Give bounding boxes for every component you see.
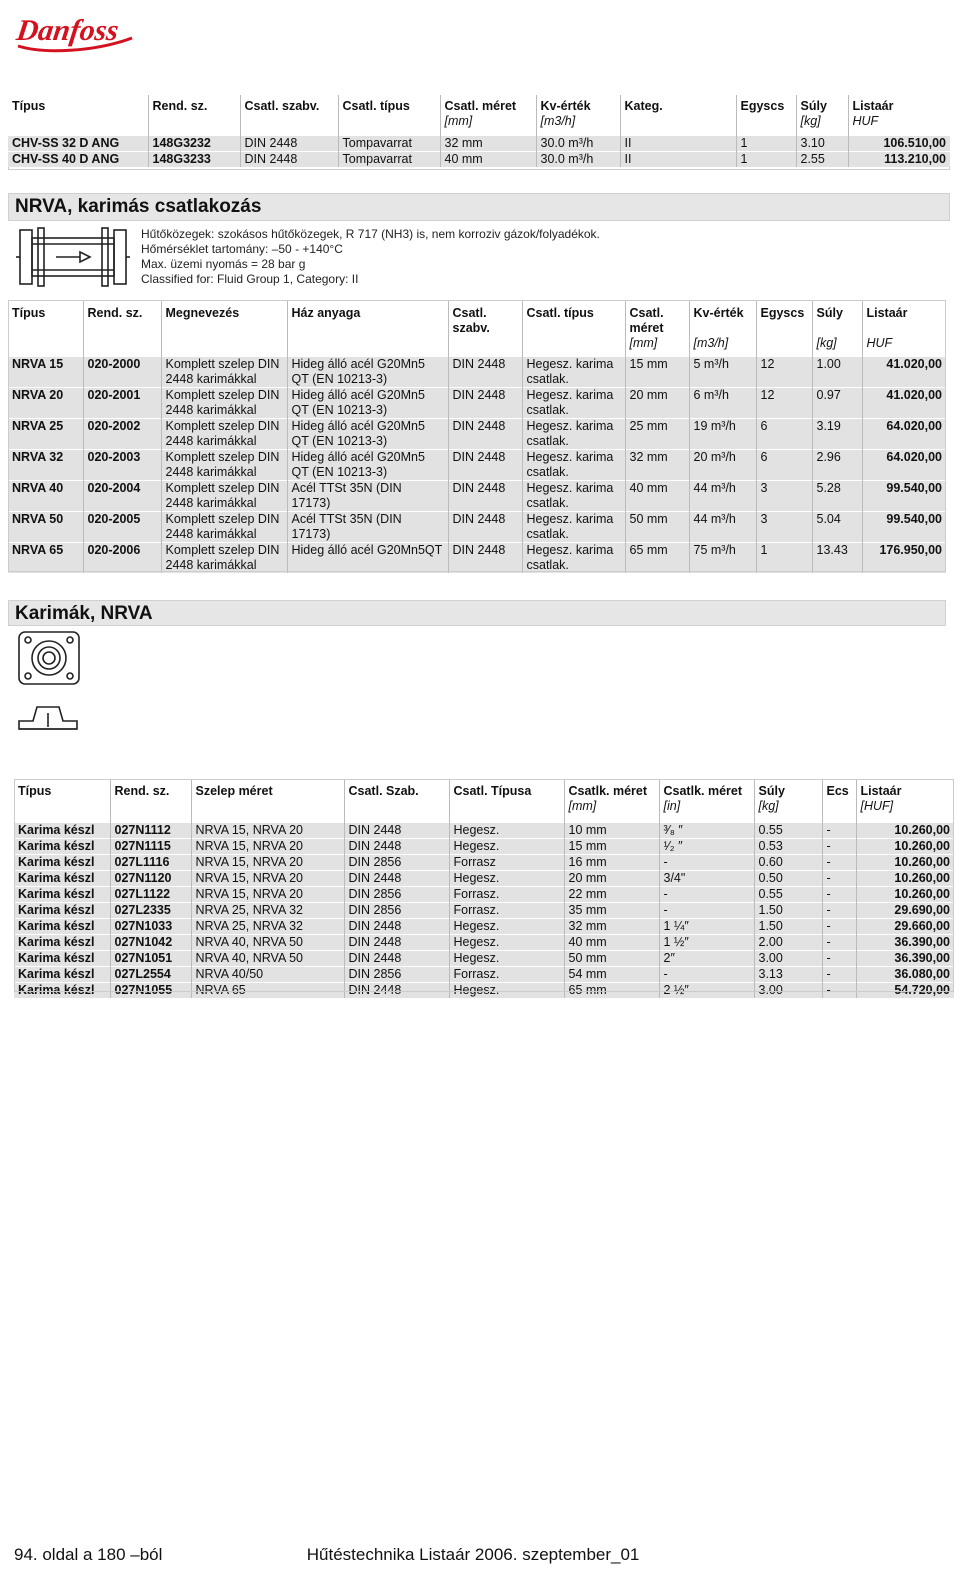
desc-line-refrigerants: Hűtőközegek: szokásos hűtőközegek, R 717 (NH3) is, nem korroziv gázok/folyadékok. — [141, 227, 600, 241]
table-cell: 6 — [756, 419, 812, 450]
table-cell: - — [822, 951, 856, 967]
table-cell: Komplett szelep DIN 2448 karimákkal — [161, 512, 287, 543]
table-cell: DIN 2448 — [344, 919, 449, 935]
table-cell: Karima készl — [14, 983, 110, 999]
table-cell: Hegesz. karima csatlak. — [522, 450, 625, 481]
table-cell: Karima készl — [14, 887, 110, 903]
table-cell: Forrasz. — [449, 903, 564, 919]
table-cell: 54 mm — [564, 967, 659, 983]
header-line: Csatl. méret — [444, 99, 517, 113]
table-cell: II — [620, 152, 736, 168]
table-cell: DIN 2448 — [344, 983, 449, 999]
table-cell: 5.04 — [812, 512, 862, 543]
table-cell: NRVA 65 — [191, 983, 344, 999]
table-cell: - — [822, 871, 856, 887]
table-cell: NRVA 32 — [8, 450, 83, 481]
header-line: Egyscs — [740, 99, 785, 113]
header-line: HUF — [866, 336, 893, 350]
table-cell: 12 — [756, 388, 812, 419]
table-cell: 36.390,00 — [856, 951, 954, 967]
table-cell: 027N1042 — [110, 935, 191, 951]
column-header — [440, 95, 536, 136]
header-line: Rend. sz. — [87, 306, 143, 320]
header-line: Típus — [12, 306, 46, 320]
table-cell: DIN 2448 — [448, 450, 522, 481]
table-cell: DIN 2448 — [344, 823, 449, 839]
table-cell: 41.020,00 — [862, 357, 946, 388]
table-cell: Komplett szelep DIN 2448 karimákkal — [161, 450, 287, 481]
table-cell: NRVA 65 — [8, 543, 83, 574]
table-cell: 3.19 — [812, 419, 862, 450]
table-cell: NRVA 25, NRVA 32 — [191, 919, 344, 935]
header-line: Csatl. típus — [342, 99, 410, 113]
table-cell: Forrasz — [449, 855, 564, 871]
table-cell: 1.50 — [754, 903, 822, 919]
section-title-nrva: NRVA, karimás csatlakozás — [8, 193, 950, 221]
header-line — [153, 114, 236, 129]
table-cell: DIN 2856 — [344, 855, 449, 871]
column-header — [536, 95, 620, 136]
table-cell: Komplett szelep DIN 2448 karimákkal — [161, 419, 287, 450]
header-line: [m3/h] — [693, 336, 729, 350]
table-cell: Hideg álló acél G20Mn5QT — [287, 543, 448, 574]
table-cell: Karima készl — [14, 839, 110, 855]
table-cell: 027N1051 — [110, 951, 191, 967]
table-cell: Acél TTSt 35N (DIN 17173) — [287, 512, 448, 543]
table-cell: Hegesz. — [449, 839, 564, 855]
header-line: Kv-érték — [540, 99, 591, 113]
table-cell: Hegesz. karima csatlak. — [522, 543, 625, 574]
table-cell: 12 — [756, 357, 812, 388]
table-cell: Karima készl — [14, 823, 110, 839]
table-cell: 1 — [736, 136, 796, 152]
header-line: Csatl. — [452, 306, 487, 320]
table-cell: 0.55 — [754, 823, 822, 839]
table-cell: NRVA 40/50 — [191, 967, 344, 983]
column-header — [240, 95, 338, 136]
table-cell: 027N1033 — [110, 919, 191, 935]
table-cell: Hegesz. — [449, 935, 564, 951]
table-cell: 36.080,00 — [856, 967, 954, 983]
table-cell: 020-2004 — [83, 481, 161, 512]
table-cell: 64.020,00 — [862, 450, 946, 481]
flange-front-icon — [17, 630, 81, 686]
table-cell: Hegesz. karima csatlak. — [522, 388, 625, 419]
header-line: Csatlk. méret — [568, 784, 648, 798]
header-line: [kg] — [816, 336, 837, 350]
table-row — [8, 152, 950, 168]
header-line: Súly — [816, 306, 843, 320]
table-cell: Komplett szelep DIN 2448 karimákkal — [161, 388, 287, 419]
table-cell: 1 ½″ — [659, 935, 754, 951]
column-header — [148, 95, 240, 136]
table-cell: 020-2001 — [83, 388, 161, 419]
table-cell: 1 — [756, 543, 812, 574]
table-cell: 148G3233 — [148, 152, 240, 168]
danfoss-logo — [14, 8, 136, 54]
table-cell: Hegesz. karima csatlak. — [522, 512, 625, 543]
table-cell: 32 mm — [440, 136, 536, 152]
column-header — [8, 95, 148, 136]
table-cell: NRVA 40, NRVA 50 — [191, 951, 344, 967]
header-line: Megnevezés — [165, 306, 240, 320]
table-cell: 6 m³/h — [689, 388, 756, 419]
table-cell: DIN 2448 — [344, 935, 449, 951]
header-line: Csatl. — [629, 306, 664, 320]
table-cell: DIN 2856 — [344, 967, 449, 983]
header-line: [kg] — [800, 114, 821, 128]
table3-frame — [14, 779, 954, 992]
header-line: [mm] — [444, 114, 473, 128]
table-cell: Tompavarrat — [338, 152, 440, 168]
table-cell: 113.210,00 — [848, 152, 950, 168]
table-cell: 40 mm — [564, 935, 659, 951]
header-line — [741, 114, 792, 129]
table-cell: - — [822, 903, 856, 919]
table-cell: 020-2006 — [83, 543, 161, 574]
column-header — [338, 95, 440, 136]
header-line: Kv-érték — [693, 306, 744, 320]
table-cell: DIN 2448 — [344, 951, 449, 967]
table-cell: 2 ½″ — [659, 983, 754, 999]
table-cell: - — [659, 967, 754, 983]
nrva-description — [141, 227, 841, 287]
table-cell: 10.260,00 — [856, 871, 954, 887]
table-cell: DIN 2448 — [448, 512, 522, 543]
table-cell: 5.28 — [812, 481, 862, 512]
section-title-karimak: Karimák, NRVA — [8, 600, 946, 626]
table-cell: 0.50 — [754, 871, 822, 887]
table-cell: 30.0 m³/h — [536, 136, 620, 152]
table-cell: 3.00 — [754, 951, 822, 967]
table-cell: 3.00 — [754, 983, 822, 999]
header-line: Súly — [758, 784, 785, 798]
table-cell: - — [659, 887, 754, 903]
table-cell: 32 mm — [625, 450, 689, 481]
table-cell: Hideg álló acél G20Mn5 QT (EN 10213-3) — [287, 450, 448, 481]
table-cell: Hegesz. — [449, 983, 564, 999]
table-chv — [8, 95, 950, 167]
table-cell: NRVA 15, NRVA 20 — [191, 823, 344, 839]
table-cell: - — [822, 983, 856, 999]
table-cell: 2.55 — [796, 152, 848, 168]
header-line: Listaár — [852, 99, 894, 113]
table-cell: 3 — [756, 512, 812, 543]
column-header — [736, 95, 796, 136]
table-cell: 40 mm — [440, 152, 536, 168]
table-cell: Karima készl — [14, 903, 110, 919]
table-cell: 29.690,00 — [856, 903, 954, 919]
table-cell: Hegesz. — [449, 919, 564, 935]
header-line: Listaár — [866, 306, 908, 320]
table-cell: 2″ — [659, 951, 754, 967]
flange-front-drawing — [17, 630, 81, 686]
table-cell: 1 — [736, 152, 796, 168]
table-cell: Hegesz. — [449, 951, 564, 967]
table-cell: 40 mm — [625, 481, 689, 512]
table-cell: 19 m³/h — [689, 419, 756, 450]
table-cell: NRVA 15, NRVA 20 — [191, 839, 344, 855]
header-line: Csatl. Szab. — [348, 784, 419, 798]
table-cell: NRVA 40, NRVA 50 — [191, 935, 344, 951]
table-cell: 0.55 — [754, 887, 822, 903]
table-cell: Hideg álló acél G20Mn5 QT (EN 10213-3) — [287, 357, 448, 388]
table-cell: 20 m³/h — [689, 450, 756, 481]
header-line: Ecs — [826, 784, 849, 798]
table-cell: 176.950,00 — [862, 543, 946, 574]
table-cell: 3/4" — [659, 871, 754, 887]
table-cell: Karima készl — [14, 967, 110, 983]
table-cell: Komplett szelep DIN 2448 karimákkal — [161, 543, 287, 574]
table-cell: 027N1120 — [110, 871, 191, 887]
header-line: Csatl. szabv. — [244, 99, 320, 113]
table-cell: 22 mm — [564, 887, 659, 903]
table-cell: DIN 2448 — [240, 136, 338, 152]
table-cell: 10.260,00 — [856, 839, 954, 855]
table-cell: 3.13 — [754, 967, 822, 983]
table-cell: DIN 2448 — [344, 871, 449, 887]
table-cell: NRVA 40 — [8, 481, 83, 512]
table-cell: - — [659, 903, 754, 919]
table-cell: Hegesz. — [449, 871, 564, 887]
table-cell: CHV-SS 32 D ANG — [8, 136, 148, 152]
header-line — [12, 114, 144, 129]
table-cell: 10.260,00 — [856, 887, 954, 903]
table-cell: 54.720,00 — [856, 983, 954, 999]
table-cell: 15 mm — [625, 357, 689, 388]
table-cell: 44 m³/h — [689, 481, 756, 512]
table-cell: - — [822, 967, 856, 983]
table-cell: 65 mm — [564, 983, 659, 999]
document-title: Hűtéstechnika Listaár 2006. szeptember_01 — [306, 1545, 640, 1564]
table-cell: 148G3232 — [148, 136, 240, 152]
table-cell: 25 mm — [625, 419, 689, 450]
table-cell: 027L2554 — [110, 967, 191, 983]
table-cell: 16 mm — [564, 855, 659, 871]
table-cell: DIN 2856 — [344, 903, 449, 919]
table-cell: 027L2335 — [110, 903, 191, 919]
desc-line-classification: Classified for: Fluid Group 1, Category: II — [141, 272, 359, 286]
table-cell: Karima készl — [14, 855, 110, 871]
header-line: Csatl. Típusa — [453, 784, 532, 798]
header-line: [in] — [663, 799, 681, 813]
table-cell: Karima készl — [14, 871, 110, 887]
table-cell: DIN 2448 — [240, 152, 338, 168]
table-cell: DIN 2448 — [448, 357, 522, 388]
table-cell: NRVA 20 — [8, 388, 83, 419]
table-cell: Karima készl — [14, 919, 110, 935]
page-number: 94. oldal a 180 –ból — [14, 1545, 163, 1564]
table-cell: 10.260,00 — [856, 855, 954, 871]
table-cell: 75 m³/h — [689, 543, 756, 574]
table-cell: 2.96 — [812, 450, 862, 481]
table-cell: 0.53 — [754, 839, 822, 855]
table-cell: DIN 2448 — [448, 388, 522, 419]
table-cell: DIN 2856 — [344, 887, 449, 903]
table-cell: 5 m³/h — [689, 357, 756, 388]
table-row — [8, 136, 950, 152]
danfoss-logo-icon — [14, 8, 136, 54]
table-cell: 020-2003 — [83, 450, 161, 481]
table-cell: 10 mm — [564, 823, 659, 839]
table-cell: 64.020,00 — [862, 419, 946, 450]
table-cell: 99.540,00 — [862, 512, 946, 543]
table-cell: 44 m³/h — [689, 512, 756, 543]
table-cell: Hegesz. karima csatlak. — [522, 481, 625, 512]
table-cell: - — [822, 839, 856, 855]
table-cell: DIN 2448 — [344, 839, 449, 855]
header-line: Típus — [12, 99, 46, 113]
header-line: Rend. sz. — [114, 784, 170, 798]
table-cell: - — [822, 855, 856, 871]
table-cell: Hegesz. — [449, 823, 564, 839]
table-cell: Komplett szelep DIN 2448 karimákkal — [161, 481, 287, 512]
header-line: [kg] — [758, 799, 779, 813]
table-cell: 1.50 — [754, 919, 822, 935]
table-cell: Tompavarrat — [338, 136, 440, 152]
table-cell: 027N1115 — [110, 839, 191, 855]
table-cell: 99.540,00 — [862, 481, 946, 512]
header-line: méret — [629, 321, 664, 335]
nrva-valve-drawing — [16, 226, 130, 288]
table-cell: 35 mm — [564, 903, 659, 919]
header-line: Csatl. típus — [526, 306, 594, 320]
header-line: Egyscs — [760, 306, 805, 320]
header-line — [343, 114, 436, 129]
header-line: Ház anyaga — [291, 306, 361, 320]
table-cell: 020-2005 — [83, 512, 161, 543]
header-line — [245, 114, 334, 129]
table-cell: Acél TTSt 35N (DIN 17173) — [287, 481, 448, 512]
table-cell: NRVA 50 — [8, 512, 83, 543]
table-cell: 0.60 — [754, 855, 822, 871]
header-line: Súly — [800, 99, 827, 113]
header-line: [mm] — [629, 336, 658, 350]
page-footer — [14, 1545, 639, 1565]
table-cell: 13.43 — [812, 543, 862, 574]
table-cell: ¹⁄₂ ″ — [659, 839, 754, 855]
table-cell: NRVA 15, NRVA 20 — [191, 887, 344, 903]
table-cell: 027L1116 — [110, 855, 191, 871]
table-cell: Karima készl — [14, 935, 110, 951]
table-cell: 027N1055 — [110, 983, 191, 999]
table-cell: 2.00 — [754, 935, 822, 951]
svg-text:Danfoss: Danfoss — [14, 13, 121, 47]
table-cell: 29.660,00 — [856, 919, 954, 935]
table-cell: NRVA 15, NRVA 20 — [191, 871, 344, 887]
table-cell: - — [822, 919, 856, 935]
table-cell: - — [659, 855, 754, 871]
table-cell: 20 mm — [625, 388, 689, 419]
table-cell: 027N1112 — [110, 823, 191, 839]
header-line: [m3/h] — [540, 114, 576, 128]
table-cell: CHV-SS 40 D ANG — [8, 152, 148, 168]
header-line: [HUF] — [860, 799, 894, 813]
table-cell: 15 mm — [564, 839, 659, 855]
table-cell: 50 mm — [564, 951, 659, 967]
header-line: Listaár — [860, 784, 902, 798]
table-cell: ³⁄₈ ″ — [659, 823, 754, 839]
desc-line-pressure: Max. üzemi nyomás = 28 bar g — [141, 257, 306, 271]
flange-side-drawing — [15, 703, 81, 731]
header-line: HUF — [852, 114, 879, 128]
table-cell: 32 mm — [564, 919, 659, 935]
flange-side-icon — [15, 703, 81, 731]
check-valve-icon — [16, 226, 130, 288]
header-line: [mm] — [568, 799, 597, 813]
table-cell: 1 ¼″ — [659, 919, 754, 935]
column-header — [848, 95, 950, 136]
header-line — [625, 114, 732, 129]
table-cell: Komplett szelep DIN 2448 karimákkal — [161, 357, 287, 388]
table-cell: - — [822, 887, 856, 903]
table-cell: 6 — [756, 450, 812, 481]
table-cell: DIN 2448 — [448, 419, 522, 450]
table-cell: NRVA 15, NRVA 20 — [191, 855, 344, 871]
header-line: Szelep méret — [195, 784, 273, 798]
column-header — [620, 95, 736, 136]
table-cell: - — [822, 823, 856, 839]
desc-line-temperature: Hőmérséklet tartomány: –50 - +140°C — [141, 242, 343, 256]
table-cell: Hideg álló acél G20Mn5 QT (EN 10213-3) — [287, 388, 448, 419]
table-cell: 36.390,00 — [856, 935, 954, 951]
table-cell: NRVA 15 — [8, 357, 83, 388]
table2-frame — [8, 300, 946, 572]
header-line: Csatlk. méret — [663, 784, 743, 798]
table-cell: 020-2002 — [83, 419, 161, 450]
table-cell: 020-2000 — [83, 357, 161, 388]
table-cell: 10.260,00 — [856, 823, 954, 839]
table-cell: 20 mm — [564, 871, 659, 887]
table-cell: 027L1122 — [110, 887, 191, 903]
table-cell: Hegesz. karima csatlak. — [522, 419, 625, 450]
table-cell: 41.020,00 — [862, 388, 946, 419]
table-cell: 30.0 m³/h — [536, 152, 620, 168]
table-cell: Hegesz. karima csatlak. — [522, 357, 625, 388]
table-cell: 3.10 — [796, 136, 848, 152]
table-cell: DIN 2448 — [448, 481, 522, 512]
header-line: Rend. sz. — [152, 99, 208, 113]
table-cell: NRVA 25 — [8, 419, 83, 450]
table-cell: 50 mm — [625, 512, 689, 543]
table-cell: 3 — [756, 481, 812, 512]
table-cell: 106.510,00 — [848, 136, 950, 152]
table-cell: 0.97 — [812, 388, 862, 419]
table-header-row — [8, 95, 950, 136]
header-line: Kateg. — [624, 99, 663, 113]
table-cell: 1.00 — [812, 357, 862, 388]
table-cell: Forrasz. — [449, 887, 564, 903]
column-header — [796, 95, 848, 136]
table-cell: 65 mm — [625, 543, 689, 574]
table-cell: Karima készl — [14, 951, 110, 967]
table-cell: NRVA 25, NRVA 32 — [191, 903, 344, 919]
table-cell: II — [620, 136, 736, 152]
header-line: Típus — [18, 784, 52, 798]
header-line: szabv. — [452, 321, 490, 335]
table-cell: Forrasz. — [449, 967, 564, 983]
table-cell: Hideg álló acél G20Mn5 QT (EN 10213-3) — [287, 419, 448, 450]
table-cell: DIN 2448 — [448, 543, 522, 574]
table-cell: - — [822, 935, 856, 951]
